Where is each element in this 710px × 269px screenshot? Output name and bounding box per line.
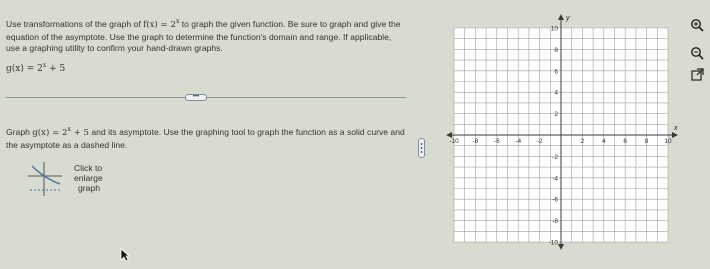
instructions-part2: to graph the given function. Be sure to graph and give the equation of the asymptote. Use the graph to determine the function's domain and range. If applicable, use a graphing utility to confirm your hand-drawn graphs.	[6, 19, 401, 54]
y-tick-label: -10	[548, 239, 558, 247]
x-axis-arrow	[672, 132, 678, 138]
graphing-tool[interactable]	[438, 8, 684, 258]
x-tick-label: -8	[472, 138, 479, 145]
x-tick-label: 4	[601, 138, 606, 145]
y-axis-label: y	[566, 15, 570, 22]
y-tick-label: 2	[554, 111, 558, 119]
y-tick-label: 10	[550, 25, 558, 33]
enlarge-graph-link[interactable]	[26, 160, 136, 200]
x-axis-label: x	[674, 125, 678, 132]
mouse-pointer-icon	[120, 248, 130, 267]
y-axis-arrow-down	[558, 244, 564, 250]
x-tick-label: -4	[515, 138, 522, 145]
expand-more-button[interactable]: •••	[185, 94, 207, 101]
function-definition: $g(x) = 2^x + 5$	[6, 62, 66, 74]
x-tick-label: 8	[644, 138, 649, 145]
y-axis-arrow	[558, 14, 564, 20]
graph-thumbnail-icon[interactable]	[26, 160, 64, 198]
panel-resize-handle[interactable]	[418, 138, 425, 158]
x-tick-label: 6	[623, 138, 628, 145]
instructions-part1: Use transformations of the graph of	[6, 19, 144, 29]
instructions-text	[6, 16, 406, 55]
y-tick-label: -8	[552, 218, 558, 226]
x-tick-label: -2	[536, 138, 543, 145]
x-tick-label: 10	[664, 138, 672, 145]
y-tick-label: -4	[552, 175, 558, 183]
enlarge-graph-label[interactable]: Click to enlarge graph	[74, 163, 103, 193]
x-tick-label: -6	[493, 138, 500, 145]
zoom-out-icon[interactable]	[688, 44, 706, 62]
x-tick-label: -10	[449, 138, 459, 145]
x-tick-label: 2	[580, 138, 585, 145]
coordinate-grid[interactable]	[438, 8, 684, 258]
external-link-icon[interactable]	[688, 66, 706, 84]
zoom-in-icon[interactable]	[688, 16, 706, 34]
y-tick-label: -6	[552, 196, 558, 204]
y-tick-label: 4	[554, 89, 558, 97]
y-tick-label: 8	[554, 46, 558, 54]
task-text: Graph $g(x) = 2^x + 5$ and its asymptote. Use the graphing tool to graph the function as a solid curve and the asymptote as a dashed line.	[6, 126, 405, 150]
y-tick-label: 6	[554, 68, 558, 76]
f-definition: $f(x) = 2^x$	[143, 18, 180, 30]
y-tick-label: -2	[552, 153, 558, 161]
